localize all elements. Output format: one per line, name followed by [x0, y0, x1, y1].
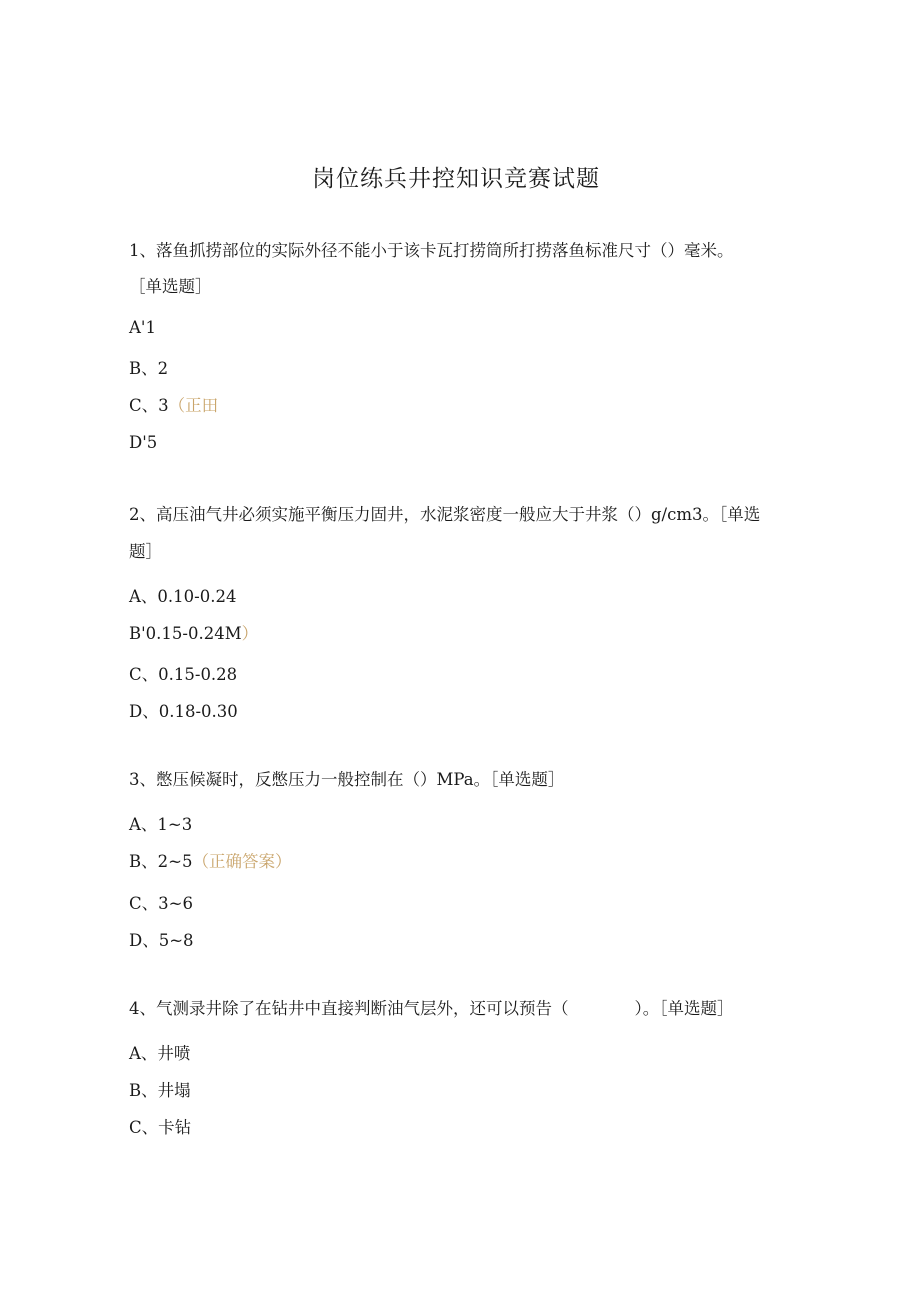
option-text: B、2 [129, 359, 169, 378]
option-text: B'0.15-0.24M [129, 624, 242, 643]
question-3-stem: 3、憋压候凝时，反憋压力一般控制在（）MPa。［单选题］ [129, 770, 565, 789]
question-4-option-a [129, 1040, 190, 1064]
question-2-option-c [129, 661, 237, 685]
question-3-option-c [129, 890, 193, 914]
option-text: C、3~6 [129, 894, 193, 913]
question-1-option-c [129, 392, 218, 416]
option-text: D'5 [129, 433, 158, 452]
option-text: C、3 [129, 396, 169, 415]
option-text: A、井喷 [129, 1044, 191, 1063]
option-text: A、0.10-0.24 [129, 587, 237, 606]
option-text: A、1~3 [129, 815, 193, 834]
option-text: D、0.18-0.30 [129, 702, 238, 721]
page-title: 岗位练兵井控知识竞赛试题 [312, 166, 600, 192]
question-3-option-b [129, 848, 291, 872]
option-text: A'1 [129, 318, 156, 337]
question-2-stem: 2、高压油气井必须实施平衡压力固井，水泥浆密度一般应大于井浆（）g/cm3。［单选 [129, 505, 761, 524]
correct-answer-mark: ） [241, 624, 259, 643]
option-text: D、5~8 [129, 931, 194, 950]
question-3-option-a [129, 811, 192, 835]
question-1-type: ［单选题］ [129, 277, 212, 296]
option-text: C、卡钻 [129, 1118, 192, 1137]
question-1-option-a [129, 318, 156, 337]
question-2-option-b [129, 620, 258, 644]
question-1-option-b [129, 355, 168, 379]
question-1-option-d [129, 433, 157, 452]
question-4-stem: 4、气测录井除了在钻井中直接判断油气层外，还可以预告（ ）。［单选题］ [129, 999, 734, 1018]
question-1-stem: 1、落鱼抓捞部位的实际外径不能小于该卡瓦打捞筒所打捞落鱼标准尺寸（）毫米。 [129, 241, 734, 260]
question-2-option-d [129, 698, 238, 722]
question-4-option-c [129, 1114, 191, 1138]
option-text: B、2~5 [129, 852, 193, 871]
question-3-option-d [129, 927, 194, 951]
option-text: B、井塌 [129, 1081, 191, 1100]
question-2-option-a [129, 583, 236, 607]
correct-answer-mark: （正确答案） [192, 852, 292, 871]
option-text: C、0.15-0.28 [129, 665, 238, 684]
question-2-type: 题］ [129, 542, 162, 561]
correct-answer-mark: （正田 [168, 396, 219, 415]
question-4-option-b [129, 1077, 191, 1101]
